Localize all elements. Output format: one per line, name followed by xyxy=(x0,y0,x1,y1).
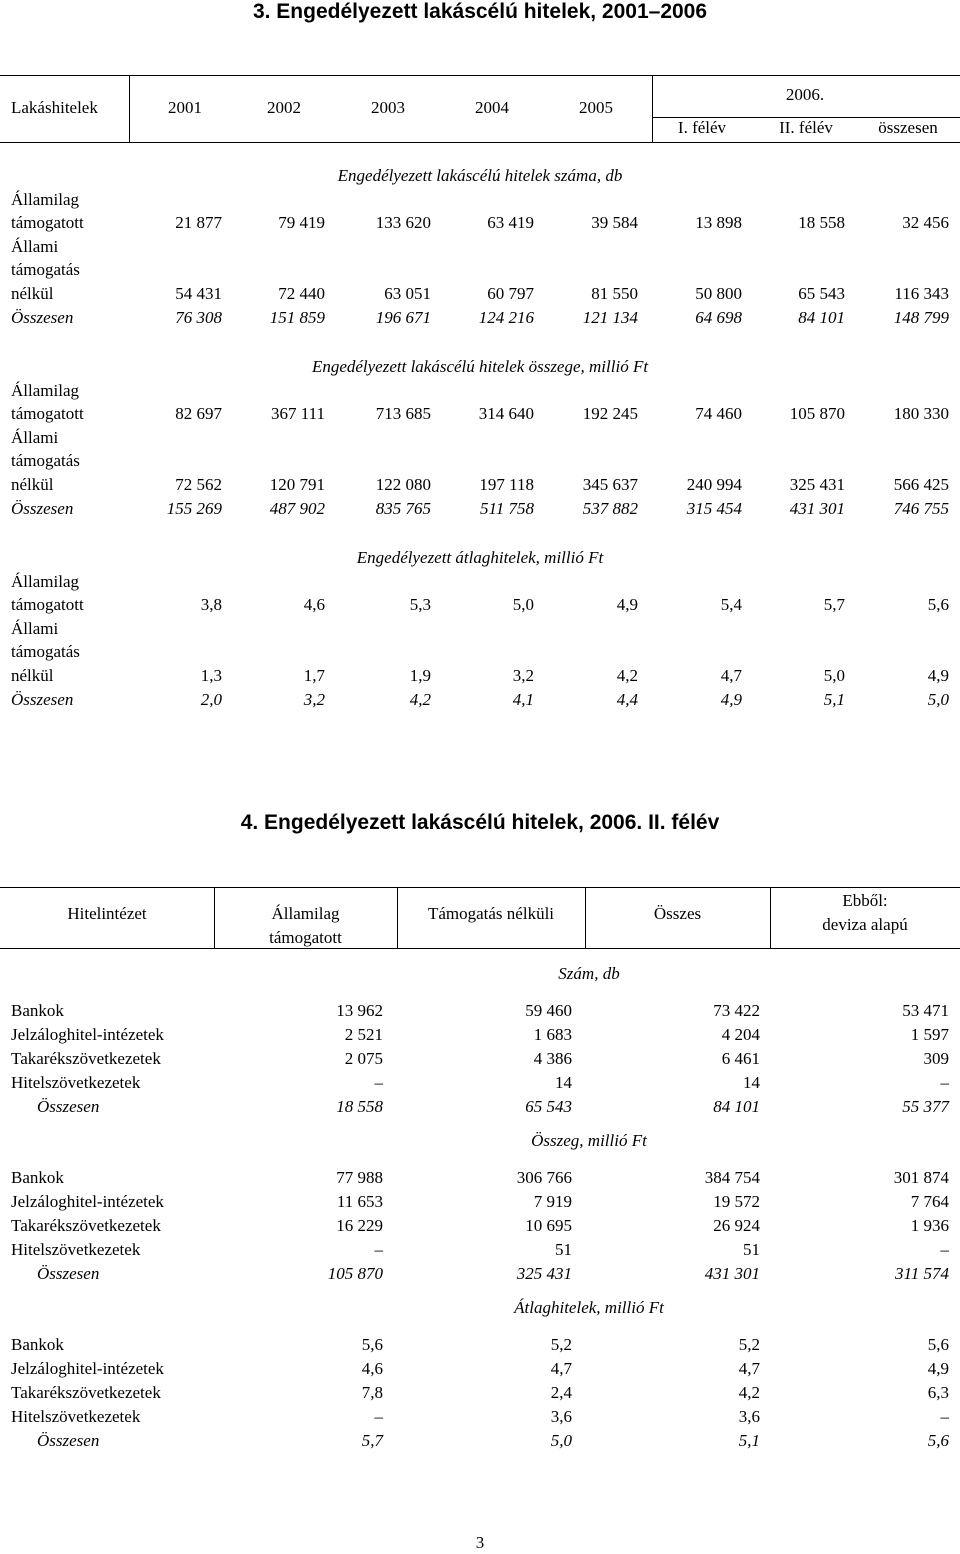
table3-row-label: nélkül xyxy=(11,475,54,494)
table3-cell: 64 698 xyxy=(695,308,742,327)
table3-col-header-year: 2004 xyxy=(475,98,509,117)
table4-cell: 5,6 xyxy=(927,1431,949,1450)
table3-col-header-year: 2001 xyxy=(168,98,202,117)
table4-cell: 325 431 xyxy=(516,1264,572,1283)
table3-cell: 13 898 xyxy=(695,213,742,232)
table4-row-label: Hitelszövetkezetek xyxy=(11,1073,141,1092)
table3-cell: 5,1 xyxy=(823,690,845,709)
table4-col-header-fx: Ebből: xyxy=(842,891,888,910)
table3-cell: 21 877 xyxy=(175,213,222,232)
table4-cell: 384 754 xyxy=(704,1168,760,1187)
table3-row-label: támogatás xyxy=(11,642,80,661)
table3-cell: 155 269 xyxy=(166,499,222,518)
table4-top-rule xyxy=(0,887,960,888)
table3-cell: 192 245 xyxy=(582,404,638,423)
table4-cell: – xyxy=(374,1073,383,1092)
table3-cell: 54 431 xyxy=(175,284,222,303)
table3-cell: 72 562 xyxy=(175,475,222,494)
table3-row-label: Összesen xyxy=(11,308,74,327)
table3-cell: 314 640 xyxy=(478,404,534,423)
table3-cell: 84 101 xyxy=(798,308,845,327)
table4-cell: 5,2 xyxy=(738,1335,760,1354)
table3-cell: 5,6 xyxy=(927,595,949,614)
table3-row-label: nélkül xyxy=(11,666,54,685)
table3-row-label: Összesen xyxy=(11,499,74,518)
table3-cell: 511 758 xyxy=(480,499,534,518)
table3-cell: 1,7 xyxy=(303,666,325,685)
table4-cell: 14 xyxy=(555,1073,572,1092)
table3-row-label: nélkül xyxy=(11,284,54,303)
table3-cell: 63 419 xyxy=(487,213,534,232)
table4-cell: 5,0 xyxy=(550,1431,572,1450)
table3-cell: 63 051 xyxy=(384,284,431,303)
table4-cell: 301 874 xyxy=(893,1168,949,1187)
table3-cell: 345 637 xyxy=(582,475,638,494)
table4-header-rule xyxy=(0,948,960,949)
table4-cell: 18 558 xyxy=(336,1097,383,1116)
table4-cell: – xyxy=(940,1407,949,1426)
table4-cell: 6,3 xyxy=(927,1383,949,1402)
table4-row-label: Összesen xyxy=(37,1264,100,1283)
table4-row-label: Hitelszövetkezetek xyxy=(11,1407,141,1426)
table4-cell: 51 xyxy=(555,1240,572,1259)
table3-col-header-year: 2003 xyxy=(371,98,405,117)
table4-cell: 2 521 xyxy=(344,1025,383,1044)
table3-header-divider xyxy=(652,75,653,142)
table3-header-divider xyxy=(129,75,130,142)
table4-cell: 6 461 xyxy=(721,1049,760,1068)
table4-title: 4. Engedélyezett lakáscélú hitelek, 2006. II. félév xyxy=(240,811,720,834)
table4-row-label: Takarékszövetkezetek xyxy=(11,1383,161,1402)
table4-cell: 4 204 xyxy=(721,1025,760,1044)
table4-row-label: Takarékszövetkezetek xyxy=(11,1049,161,1068)
table3-col-header-label: Lakáshitelek xyxy=(11,98,98,117)
table3-cell: 431 301 xyxy=(789,499,845,518)
table4-row-label: Hitelszövetkezetek xyxy=(11,1240,141,1259)
table3-row-label: Állami xyxy=(11,237,59,256)
table3-cell: 151 859 xyxy=(269,308,325,327)
table4-row-label: Takarékszövetkezetek xyxy=(11,1216,161,1235)
table3-cell: 5,0 xyxy=(823,666,845,685)
table4-cell: 19 572 xyxy=(713,1192,760,1211)
table3-cell: 4,6 xyxy=(303,595,325,614)
table4-cell: 51 xyxy=(743,1240,760,1259)
table4-cell: 3,6 xyxy=(550,1407,572,1426)
table3-cell: 835 765 xyxy=(375,499,431,518)
table3-cell: 3,2 xyxy=(303,690,325,709)
table3-row-label: támogatás xyxy=(11,260,80,279)
table4-cell: 431 301 xyxy=(704,1264,760,1283)
table3-row-label: támogatott xyxy=(11,404,84,423)
table4-cell: 306 766 xyxy=(516,1168,572,1187)
table4-section-caption: Átlaghitelek, millió Ft xyxy=(514,1298,664,1317)
table4-cell: 65 543 xyxy=(525,1097,572,1116)
table4-row-label: Összesen xyxy=(37,1431,100,1450)
table4-cell: 7 764 xyxy=(910,1192,949,1211)
table4-cell: 4,7 xyxy=(550,1359,572,1378)
table3-col-header-year: 2002 xyxy=(267,98,301,117)
table3-cell: 18 558 xyxy=(798,213,845,232)
table3-row-label: Állami xyxy=(11,428,59,447)
table3-row-label: támogatott xyxy=(11,213,84,232)
table3-cell: 3,8 xyxy=(200,595,222,614)
table4-cell: 55 377 xyxy=(902,1097,949,1116)
table3-cell: 5,0 xyxy=(927,690,949,709)
table3-cell: 116 343 xyxy=(894,284,949,303)
table4-cell: 5,2 xyxy=(550,1335,572,1354)
table4-cell: 4,7 xyxy=(738,1359,760,1378)
table4-row-label: Jelzáloghitel-intézetek xyxy=(11,1025,164,1044)
table4-row-label: Bankok xyxy=(11,1168,64,1187)
table3-cell: 537 882 xyxy=(582,499,638,518)
table4-cell: 3,6 xyxy=(738,1407,760,1426)
table3-row-label: Államilag xyxy=(11,572,79,591)
table4-row-label: Összesen xyxy=(37,1097,100,1116)
table3-col-header-total: összesen xyxy=(878,118,938,137)
table3-cell: 76 308 xyxy=(175,308,222,327)
table3-cell: 197 118 xyxy=(479,475,534,494)
table4-cell: 4,2 xyxy=(738,1383,760,1402)
table4-cell: 26 924 xyxy=(713,1216,760,1235)
table3-cell: 746 755 xyxy=(893,499,949,518)
table3-cell: 4,9 xyxy=(720,690,742,709)
table4-section-caption: Szám, db xyxy=(558,964,620,983)
table4-cell: – xyxy=(374,1240,383,1259)
table3-row-label: támogatás xyxy=(11,451,80,470)
table3-col-header-year: 2005 xyxy=(579,98,613,117)
table3-cell: 4,2 xyxy=(616,666,638,685)
table4-row-label: Bankok xyxy=(11,1335,64,1354)
table3-col-header-half: I. félév xyxy=(677,118,727,137)
table3-section-caption: Engedélyezett átlaghitelek, millió Ft xyxy=(356,548,604,567)
table4-cell: 11 653 xyxy=(336,1192,383,1211)
table3-cell: 74 460 xyxy=(695,404,742,423)
table4-cell: 5,1 xyxy=(738,1431,760,1450)
table3-cell: 4,7 xyxy=(720,666,742,685)
table3-cell: 65 543 xyxy=(798,284,845,303)
table4-cell: 4 386 xyxy=(533,1049,572,1068)
table3-cell: 2,0 xyxy=(200,690,222,709)
table3-cell: 315 454 xyxy=(686,499,742,518)
table4-col-header-unsubsidized: Támogatás nélküli xyxy=(427,904,555,923)
table4-cell: 16 229 xyxy=(336,1216,383,1235)
table3-cell: 367 111 xyxy=(271,404,325,423)
table3-section-caption: Engedélyezett lakáscélú hitelek összege, millió Ft xyxy=(311,357,649,376)
table4-cell: 105 870 xyxy=(327,1264,383,1283)
table4-cell: 7 919 xyxy=(533,1192,572,1211)
table3-title: 3. Engedélyezett lakáscélú hitelek, 2001–2006 xyxy=(252,0,708,23)
table4-cell: – xyxy=(940,1240,949,1259)
table3-col-header-2006: 2006. xyxy=(785,85,825,104)
table3-cell: 81 550 xyxy=(591,284,638,303)
table4-section-caption: Összeg, millió Ft xyxy=(531,1131,647,1150)
table3-cell: 32 456 xyxy=(902,213,949,232)
table4-col-header-fx: deviza alapú xyxy=(822,915,908,934)
table3-cell: 133 620 xyxy=(375,213,431,232)
table4-cell: 309 xyxy=(923,1049,949,1068)
table4-cell: 7,8 xyxy=(361,1383,383,1402)
table3-row-label: Összesen xyxy=(11,690,74,709)
table4-cell: 2,4 xyxy=(550,1383,572,1402)
table4-cell: – xyxy=(374,1407,383,1426)
table4-cell: 1 936 xyxy=(910,1216,949,1235)
table3-top-rule xyxy=(0,75,960,76)
table4-cell: 53 471 xyxy=(902,1001,949,1020)
table3-cell: 180 330 xyxy=(893,404,949,423)
table4-cell: 1 683 xyxy=(533,1025,572,1044)
table4-cell: 5,7 xyxy=(361,1431,383,1450)
table3-cell: 82 697 xyxy=(175,404,222,423)
table3-cell: 105 870 xyxy=(789,404,845,423)
table3-cell: 121 134 xyxy=(582,308,638,327)
table3-row-label: támogatott xyxy=(11,595,84,614)
table4-cell: 4,9 xyxy=(927,1359,949,1378)
table4-cell: 5,6 xyxy=(927,1335,949,1354)
table3-cell: 60 797 xyxy=(487,284,534,303)
table4-cell: 14 xyxy=(743,1073,760,1092)
table4-cell: 2 075 xyxy=(344,1049,383,1068)
table3-row-label: Állami xyxy=(11,619,59,638)
table3-col-header-half: II. félév xyxy=(779,118,833,137)
table4-cell: 84 101 xyxy=(713,1097,760,1116)
table3-cell: 72 440 xyxy=(278,284,325,303)
table3-cell: 50 800 xyxy=(695,284,742,303)
table3-row-label: Államilag xyxy=(11,381,79,400)
table4-col-header-institution: Hitelintézet xyxy=(67,904,147,923)
table4-cell: – xyxy=(940,1073,949,1092)
table3-cell: 4,4 xyxy=(616,690,638,709)
table4-row-label: Bankok xyxy=(11,1001,64,1020)
table4-cell: 59 460 xyxy=(525,1001,572,1020)
table4-cell: 311 574 xyxy=(895,1264,949,1283)
table3-cell: 5,0 xyxy=(512,595,534,614)
table3-cell: 120 791 xyxy=(269,475,325,494)
table3-cell: 124 216 xyxy=(478,308,534,327)
table4-col-header-subsidized: támogatott xyxy=(269,928,342,947)
page-number: 3 xyxy=(475,1533,485,1552)
table4-cell: 13 962 xyxy=(336,1001,383,1020)
table4-col-header-subsidized: Államilag xyxy=(271,904,340,923)
table3-cell: 4,9 xyxy=(616,595,638,614)
table3-cell: 4,9 xyxy=(927,666,949,685)
table3-cell: 196 671 xyxy=(375,308,431,327)
table3-cell: 325 431 xyxy=(789,475,845,494)
table3-cell: 5,3 xyxy=(409,595,431,614)
table3-cell: 713 685 xyxy=(375,404,431,423)
table3-section-caption: Engedélyezett lakáscélú hitelek száma, db xyxy=(337,166,623,185)
table3-header-rule xyxy=(0,142,960,143)
table4-row-label: Jelzáloghitel-intézetek xyxy=(11,1359,164,1378)
table3-cell: 5,7 xyxy=(823,595,845,614)
table4-cell: 5,6 xyxy=(361,1335,383,1354)
table3-cell: 148 799 xyxy=(893,308,949,327)
table3-cell: 4,2 xyxy=(409,690,431,709)
table3-cell: 4,1 xyxy=(512,690,534,709)
table3-cell: 1,3 xyxy=(200,666,222,685)
table3-cell: 1,9 xyxy=(409,666,431,685)
table4-col-header-total: Összes xyxy=(653,904,702,923)
table4-cell: 4,6 xyxy=(361,1359,383,1378)
table4-cell: 77 988 xyxy=(336,1168,383,1187)
table4-cell: 10 695 xyxy=(525,1216,572,1235)
table3-cell: 39 584 xyxy=(591,213,638,232)
table4-cell: 1 597 xyxy=(910,1025,949,1044)
table3-row-label: Államilag xyxy=(11,190,79,209)
table4-row-label: Jelzáloghitel-intézetek xyxy=(11,1192,164,1211)
table3-cell: 240 994 xyxy=(686,475,742,494)
table3-cell: 566 425 xyxy=(893,475,949,494)
table3-cell: 79 419 xyxy=(278,213,325,232)
table3-cell: 5,4 xyxy=(720,595,742,614)
table3-cell: 487 902 xyxy=(269,499,325,518)
table4-cell: 73 422 xyxy=(713,1001,760,1020)
table3-cell: 3,2 xyxy=(512,666,534,685)
table3-cell: 122 080 xyxy=(375,475,431,494)
